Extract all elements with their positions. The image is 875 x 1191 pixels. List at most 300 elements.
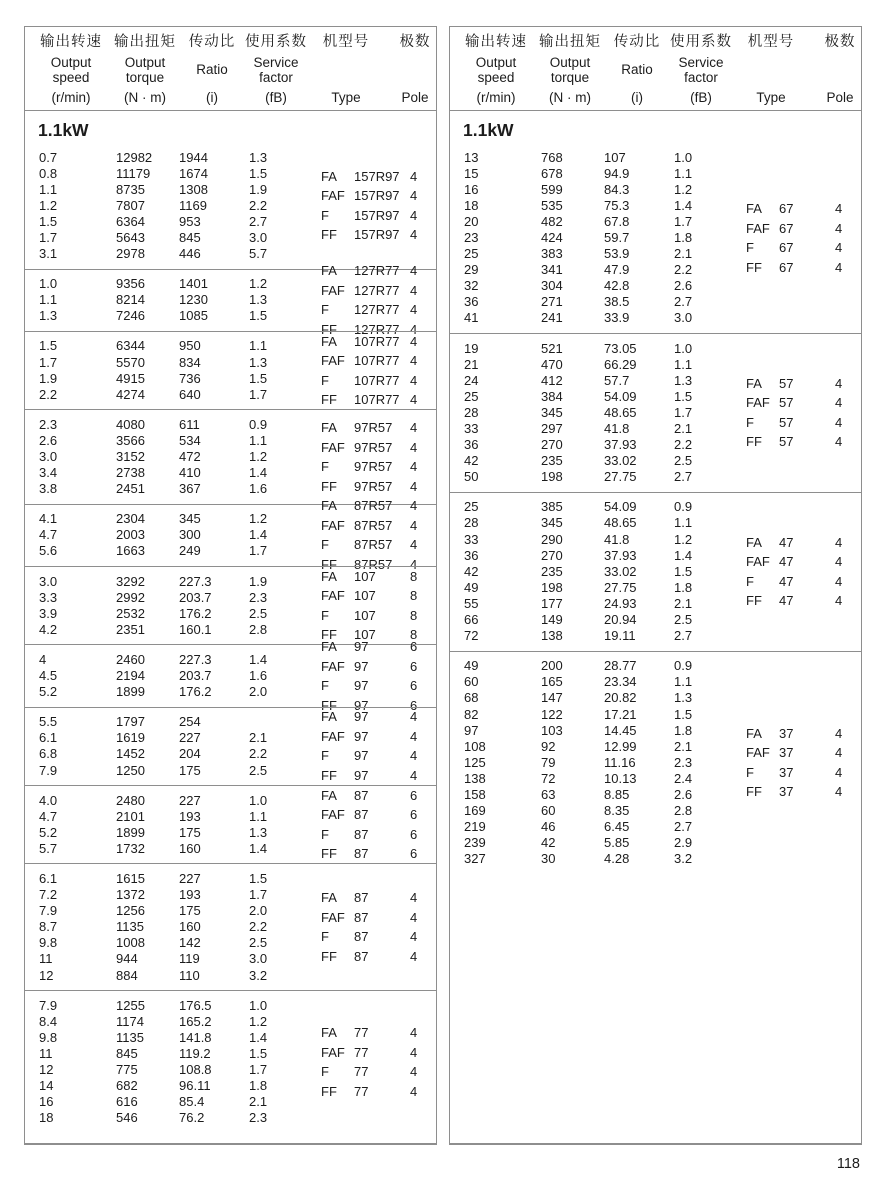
output-speed-value: 1.7 bbox=[39, 354, 58, 370]
output-speed-value: 49 bbox=[464, 658, 479, 674]
type-prefix: FF bbox=[746, 259, 762, 275]
service-factor-value: 1.0 bbox=[249, 792, 268, 808]
type-model: 87 bbox=[354, 909, 369, 925]
output-torque-value: 775 bbox=[116, 1062, 138, 1077]
output-speed-value: 169 bbox=[464, 803, 486, 819]
type-model: 157R97 bbox=[354, 227, 400, 243]
pole-value: 4 bbox=[410, 439, 418, 455]
output-speed-value: 15 bbox=[464, 165, 479, 181]
pole-value: 4 bbox=[835, 375, 843, 391]
type-prefix: F bbox=[321, 678, 329, 694]
type-row bbox=[321, 766, 433, 786]
ratio-value: 76.2 bbox=[179, 1110, 205, 1126]
output-speed-value: 33 bbox=[464, 531, 479, 547]
type-row bbox=[746, 258, 858, 278]
output-speed-value: 42 bbox=[464, 453, 479, 469]
service-factor-value: 2.5 bbox=[249, 935, 268, 951]
type-model: 97R57 bbox=[354, 478, 393, 494]
type-row bbox=[321, 535, 433, 555]
pole-value: 4 bbox=[410, 498, 418, 514]
ratio-value: 48.65 bbox=[604, 515, 637, 531]
type-list bbox=[321, 786, 433, 863]
pole-value: 4 bbox=[410, 537, 418, 553]
page-number: 118 bbox=[836, 1156, 860, 1172]
type-prefix: F bbox=[321, 459, 329, 475]
type-prefix: F bbox=[746, 573, 754, 589]
type-prefix: FF bbox=[321, 627, 337, 643]
type-model: 57 bbox=[779, 434, 794, 450]
type-model: 47 bbox=[779, 593, 794, 609]
type-model: 107 bbox=[354, 607, 376, 623]
type-prefix: FA bbox=[321, 420, 337, 436]
type-list bbox=[321, 708, 433, 785]
output-torque-value: 200 bbox=[541, 658, 563, 674]
service-factor-value: 2.7 bbox=[674, 294, 693, 310]
ratio-value: 345 bbox=[179, 511, 201, 527]
pole-value: 6 bbox=[410, 697, 418, 713]
type-row bbox=[321, 332, 433, 352]
type-prefix: FAF bbox=[746, 220, 770, 236]
type-prefix: FA bbox=[321, 263, 337, 279]
type-prefix: FA bbox=[321, 1025, 337, 1040]
section-title-power: 1.1kW bbox=[463, 120, 514, 140]
output-speed-value: 1.9 bbox=[39, 370, 58, 386]
column-header-unit: (i) bbox=[206, 90, 218, 105]
pole-value: 4 bbox=[410, 353, 418, 369]
output-speed-value: 3.9 bbox=[39, 605, 58, 621]
type-prefix: FA bbox=[746, 201, 762, 217]
output-speed-value: 219 bbox=[464, 819, 486, 835]
service-factor-value: 1.4 bbox=[249, 527, 268, 543]
spec-group bbox=[450, 333, 861, 492]
column-header-en-line: Output bbox=[475, 55, 517, 70]
type-list bbox=[321, 263, 433, 337]
service-factor-value: 1.1 bbox=[249, 338, 268, 354]
column-header-en-line: speed bbox=[477, 69, 515, 85]
output-speed-value: 97 bbox=[464, 722, 479, 738]
output-speed-value: 2.6 bbox=[39, 432, 58, 448]
type-row bbox=[321, 927, 433, 947]
ratio-value: 203.7 bbox=[179, 589, 212, 605]
service-factor-value: 1.5 bbox=[249, 870, 268, 886]
output-speed-value: 21 bbox=[464, 356, 479, 372]
type-row bbox=[321, 707, 433, 727]
ratio-value: 953 bbox=[179, 213, 201, 229]
service-factor-value: 2.0 bbox=[249, 903, 268, 919]
column-header-zh: 极数 bbox=[824, 34, 856, 50]
service-factor-value: 1.5 bbox=[674, 706, 693, 722]
output-speed-value: 82 bbox=[464, 706, 479, 722]
service-factor-value: 1.8 bbox=[674, 229, 693, 245]
service-factor-value: 2.3 bbox=[249, 589, 268, 605]
type-row bbox=[321, 281, 433, 301]
ratio-value: 47.9 bbox=[604, 262, 630, 278]
type-prefix: FAF bbox=[321, 1044, 345, 1060]
service-factor-value: 1.2 bbox=[674, 531, 693, 547]
ratio-value: 85.4 bbox=[179, 1094, 205, 1110]
service-factor-value: 1.7 bbox=[674, 404, 693, 420]
type-model: 37 bbox=[779, 764, 794, 780]
service-factor-value: 1.5 bbox=[249, 165, 268, 181]
output-torque-value: 2992 bbox=[116, 589, 145, 605]
output-speed-value: 2.3 bbox=[39, 416, 58, 432]
pole-value: 4 bbox=[410, 929, 418, 945]
type-model: 97 bbox=[354, 678, 369, 694]
pole-value: 4 bbox=[410, 728, 418, 744]
type-row bbox=[321, 1023, 433, 1043]
pole-value: 6 bbox=[410, 787, 418, 803]
column-header-unit: Type bbox=[331, 90, 361, 105]
ratio-value: 119.2 bbox=[179, 1045, 211, 1061]
type-prefix: FF bbox=[321, 478, 337, 494]
type-row bbox=[321, 438, 433, 458]
service-factor-value: 1.9 bbox=[249, 573, 268, 589]
column-header-zh: 输出转速 bbox=[465, 34, 527, 50]
column-header bbox=[660, 34, 742, 105]
service-factor-value: 1.7 bbox=[249, 1062, 268, 1077]
output-speed-value: 36 bbox=[464, 547, 479, 563]
type-model: 97 bbox=[354, 709, 369, 725]
type-model: 37 bbox=[779, 725, 794, 741]
ratio-value: 27.75 bbox=[604, 579, 637, 595]
column-header bbox=[235, 34, 317, 105]
pole-value: 4 bbox=[410, 372, 418, 388]
type-model: 157R97 bbox=[354, 207, 400, 223]
type-model: 57 bbox=[779, 375, 794, 391]
output-speed-value: 5.5 bbox=[39, 714, 58, 730]
type-prefix: FF bbox=[321, 227, 337, 243]
pole-value: 4 bbox=[410, 302, 418, 318]
service-factor-value: 1.4 bbox=[674, 197, 693, 213]
output-speed-value: 49 bbox=[464, 579, 479, 595]
type-row bbox=[321, 727, 433, 747]
output-torque-value: 1732 bbox=[116, 840, 145, 856]
service-factor-value: 1.5 bbox=[249, 308, 268, 324]
type-prefix: FA bbox=[321, 168, 337, 184]
ratio-value: 1230 bbox=[179, 292, 208, 308]
output-torque-value: 42 bbox=[541, 835, 556, 851]
column-header bbox=[456, 34, 536, 105]
type-model: 67 bbox=[779, 240, 794, 256]
type-list bbox=[321, 410, 433, 503]
output-speed-value: 8.7 bbox=[39, 919, 58, 935]
output-speed-value: 42 bbox=[464, 563, 479, 579]
type-prefix: F bbox=[321, 372, 329, 388]
output-torque-value: 235 bbox=[541, 453, 563, 469]
ratio-value: 12.99 bbox=[604, 738, 637, 754]
ratio-value: 950 bbox=[179, 338, 201, 354]
output-speed-value: 1.1 bbox=[39, 181, 58, 197]
column-header-zh: 机型号 bbox=[747, 34, 795, 50]
type-list bbox=[321, 498, 433, 572]
type-prefix: FA bbox=[746, 375, 762, 391]
type-model: 107R77 bbox=[354, 353, 400, 369]
ratio-value: 4.28 bbox=[604, 851, 630, 867]
type-model: 107 bbox=[354, 588, 376, 604]
output-speed-value: 28 bbox=[464, 404, 479, 420]
service-factor-value: 2.1 bbox=[674, 738, 693, 754]
type-prefix: FAF bbox=[321, 588, 345, 604]
output-torque-value: 8735 bbox=[116, 181, 145, 197]
type-row bbox=[321, 477, 433, 497]
type-row bbox=[321, 351, 433, 371]
section-title-power: 1.1kW bbox=[38, 120, 89, 140]
output-torque-value: 5643 bbox=[116, 229, 145, 245]
column-header-zh: 输出转速 bbox=[40, 34, 102, 50]
type-model: 97 bbox=[354, 767, 369, 783]
output-speed-value: 25 bbox=[464, 499, 479, 515]
output-torque-value: 2003 bbox=[116, 527, 145, 543]
service-factor-value: 3.0 bbox=[249, 229, 268, 245]
type-prefix: FF bbox=[321, 1083, 337, 1099]
pole-value: 4 bbox=[410, 1044, 418, 1060]
type-prefix: F bbox=[321, 302, 329, 318]
spec-group bbox=[25, 863, 436, 990]
service-factor-value: 2.2 bbox=[674, 262, 693, 278]
service-factor-value: 0.9 bbox=[249, 416, 268, 432]
output-torque-value: 535 bbox=[541, 197, 563, 213]
output-torque-value: 235 bbox=[541, 563, 563, 579]
output-speed-value: 33 bbox=[464, 421, 479, 436]
service-factor-value: 2.0 bbox=[249, 684, 268, 700]
table-header bbox=[25, 27, 436, 111]
column-header-en bbox=[476, 51, 517, 90]
ratio-value: 227.3 bbox=[179, 651, 212, 667]
service-factor-value: 1.3 bbox=[674, 372, 693, 388]
output-torque-value: 290 bbox=[541, 531, 563, 547]
service-factor-value: 2.9 bbox=[674, 835, 693, 851]
service-factor-value: 1.3 bbox=[249, 354, 268, 370]
type-prefix: FF bbox=[321, 392, 337, 408]
spec-group bbox=[25, 990, 436, 1133]
output-torque-value: 165 bbox=[541, 674, 563, 690]
service-factor-value: 2.2 bbox=[249, 197, 268, 213]
pole-value: 4 bbox=[410, 748, 418, 764]
type-row bbox=[321, 1082, 433, 1102]
output-torque-value: 482 bbox=[541, 213, 563, 229]
type-prefix: FAF bbox=[746, 554, 770, 570]
service-factor-value: 5.7 bbox=[249, 246, 268, 262]
service-factor-value: 1.5 bbox=[249, 370, 268, 386]
output-torque-value: 2978 bbox=[116, 246, 145, 262]
pole-value: 8 bbox=[410, 568, 418, 584]
output-torque-value: 7807 bbox=[116, 197, 145, 213]
column-header-unit: (i) bbox=[631, 90, 643, 105]
output-speed-value: 36 bbox=[464, 294, 479, 310]
output-torque-value: 678 bbox=[541, 165, 563, 181]
pole-value: 6 bbox=[410, 658, 418, 674]
type-row bbox=[746, 533, 858, 553]
type-row bbox=[321, 657, 433, 677]
type-model: 87R57 bbox=[354, 537, 393, 553]
spec-tables-container bbox=[24, 26, 862, 1145]
pole-value: 4 bbox=[410, 227, 418, 243]
output-torque-value: 1256 bbox=[116, 903, 145, 919]
type-prefix: FA bbox=[321, 498, 337, 514]
type-model: 67 bbox=[779, 220, 794, 236]
pole-value: 6 bbox=[410, 846, 418, 862]
ratio-value: 53.9 bbox=[604, 246, 630, 262]
output-torque-value: 198 bbox=[541, 469, 563, 485]
type-row bbox=[321, 567, 433, 587]
type-row bbox=[746, 238, 858, 258]
type-row bbox=[321, 786, 433, 806]
ratio-value: 300 bbox=[179, 527, 201, 543]
pole-value: 4 bbox=[835, 784, 843, 800]
type-model: 87 bbox=[354, 929, 369, 945]
type-prefix: FA bbox=[321, 709, 337, 725]
column-header-unit: Pole bbox=[401, 90, 429, 105]
service-factor-value: 1.5 bbox=[674, 563, 693, 579]
output-speed-value: 55 bbox=[464, 595, 479, 611]
ratio-value: 446 bbox=[179, 246, 201, 262]
ratio-value: 175 bbox=[179, 824, 201, 840]
output-speed-value: 32 bbox=[464, 278, 479, 294]
service-factor-value: 2.1 bbox=[674, 246, 693, 262]
service-factor-value: 1.2 bbox=[249, 511, 268, 527]
service-factor-value: 2.8 bbox=[249, 621, 268, 637]
ratio-value: 94.9 bbox=[604, 165, 630, 181]
output-torque-value: 241 bbox=[541, 310, 563, 326]
type-row bbox=[321, 261, 433, 281]
output-speed-value: 5.2 bbox=[39, 684, 58, 700]
type-row bbox=[321, 516, 433, 536]
output-speed-value: 4.0 bbox=[39, 792, 58, 808]
ratio-value: 227 bbox=[179, 870, 201, 886]
output-speed-value: 5.7 bbox=[39, 840, 58, 856]
ratio-value: 160.1 bbox=[179, 621, 212, 637]
ratio-value: 38.5 bbox=[604, 294, 630, 310]
service-factor-value: 1.8 bbox=[249, 1078, 268, 1094]
pole-value: 4 bbox=[410, 556, 418, 572]
type-row bbox=[746, 591, 858, 611]
service-factor-value: 1.0 bbox=[674, 149, 693, 165]
type-model: 157R97 bbox=[354, 168, 400, 184]
output-speed-value: 327 bbox=[464, 851, 486, 867]
ratio-value: 5.85 bbox=[604, 835, 630, 851]
ratio-value: 1674 bbox=[179, 165, 208, 181]
output-torque-value: 1250 bbox=[116, 762, 145, 778]
spec-table-right bbox=[449, 26, 862, 1145]
service-factor-value: 1.5 bbox=[249, 1045, 268, 1061]
output-torque-value: 521 bbox=[541, 340, 563, 356]
spec-group bbox=[25, 331, 436, 409]
ratio-value: 1401 bbox=[179, 276, 208, 292]
column-header-en bbox=[253, 51, 298, 90]
ratio-value: 28.77 bbox=[604, 658, 637, 674]
output-speed-value: 19 bbox=[464, 340, 479, 356]
output-speed-value: 6.8 bbox=[39, 746, 58, 762]
spec-group bbox=[450, 143, 861, 333]
ratio-value: 834 bbox=[179, 354, 201, 370]
type-model: 97R57 bbox=[354, 459, 393, 475]
service-factor-value: 1.1 bbox=[674, 515, 693, 531]
type-prefix: FAF bbox=[321, 728, 345, 744]
service-factor-value: 1.7 bbox=[674, 213, 693, 229]
output-speed-value: 158 bbox=[464, 786, 486, 802]
output-speed-value: 7.9 bbox=[39, 997, 58, 1013]
service-factor-value: 2.2 bbox=[249, 746, 268, 762]
type-model: 107R77 bbox=[354, 333, 400, 349]
ratio-value: 160 bbox=[179, 919, 201, 935]
service-factor-value: 2.7 bbox=[674, 628, 693, 644]
output-torque-value: 1452 bbox=[116, 746, 145, 762]
service-factor-value: 1.8 bbox=[674, 722, 693, 738]
type-model: 77 bbox=[354, 1083, 369, 1099]
ratio-value: 107 bbox=[604, 149, 626, 165]
output-speed-value: 18 bbox=[464, 197, 479, 213]
type-model: 127R77 bbox=[354, 282, 400, 298]
output-torque-value: 599 bbox=[541, 181, 563, 197]
ratio-value: 8.35 bbox=[604, 803, 630, 819]
service-factor-value: 1.1 bbox=[674, 356, 693, 372]
service-factor-value: 2.6 bbox=[674, 786, 693, 802]
ratio-value: 33.9 bbox=[604, 310, 630, 326]
output-speed-value: 66 bbox=[464, 612, 479, 628]
type-list bbox=[321, 143, 433, 269]
column-header-unit: Type bbox=[756, 90, 786, 105]
ratio-value: 48.65 bbox=[604, 404, 637, 420]
ratio-value: 227.3 bbox=[179, 573, 212, 589]
type-row bbox=[321, 746, 433, 766]
pole-value: 4 bbox=[410, 1083, 418, 1099]
type-prefix: FA bbox=[321, 333, 337, 349]
output-torque-value: 2101 bbox=[116, 808, 145, 824]
column-header-en bbox=[621, 51, 653, 90]
output-speed-value: 25 bbox=[464, 246, 479, 262]
ratio-value: 10.13 bbox=[604, 770, 637, 786]
ratio-value: 176.2 bbox=[179, 605, 212, 621]
type-prefix: F bbox=[746, 414, 754, 430]
pole-value: 4 bbox=[835, 554, 843, 570]
ratio-value: 534 bbox=[179, 432, 201, 448]
pole-value: 4 bbox=[835, 745, 843, 761]
pole-value: 6 bbox=[410, 826, 418, 842]
ratio-value: 193 bbox=[179, 808, 201, 824]
column-header-unit: (fB) bbox=[690, 90, 712, 105]
column-header bbox=[731, 34, 811, 105]
pole-value: 4 bbox=[835, 395, 843, 411]
service-factor-value: 1.4 bbox=[249, 651, 268, 667]
service-factor-value: 1.7 bbox=[249, 887, 268, 903]
ratio-value: 33.02 bbox=[604, 453, 637, 469]
column-header-zh: 传动比 bbox=[613, 34, 661, 50]
service-factor-value: 1.7 bbox=[249, 543, 268, 559]
type-row bbox=[746, 393, 858, 413]
output-torque-value: 1663 bbox=[116, 543, 145, 559]
type-prefix: F bbox=[746, 764, 754, 780]
output-speed-value: 50 bbox=[464, 469, 479, 485]
output-speed-value: 6.1 bbox=[39, 730, 58, 746]
pole-value: 8 bbox=[410, 588, 418, 604]
output-speed-value: 3.8 bbox=[39, 481, 58, 497]
service-factor-value: 1.9 bbox=[249, 181, 268, 197]
type-row bbox=[321, 1043, 433, 1063]
output-speed-value: 4.7 bbox=[39, 808, 58, 824]
service-factor-value: 3.2 bbox=[249, 967, 268, 983]
output-speed-value: 18 bbox=[39, 1110, 54, 1126]
pole-value: 4 bbox=[410, 709, 418, 725]
column-header-zh: 极数 bbox=[399, 34, 431, 50]
type-row bbox=[746, 724, 858, 744]
service-factor-value: 0.9 bbox=[674, 658, 693, 674]
type-row bbox=[321, 908, 433, 928]
service-factor-value: 2.1 bbox=[674, 421, 693, 436]
ratio-value: 23.34 bbox=[604, 674, 637, 690]
service-factor-value: 1.1 bbox=[674, 674, 693, 690]
output-torque-value: 3566 bbox=[116, 432, 145, 448]
ratio-value: 254 bbox=[179, 714, 201, 730]
